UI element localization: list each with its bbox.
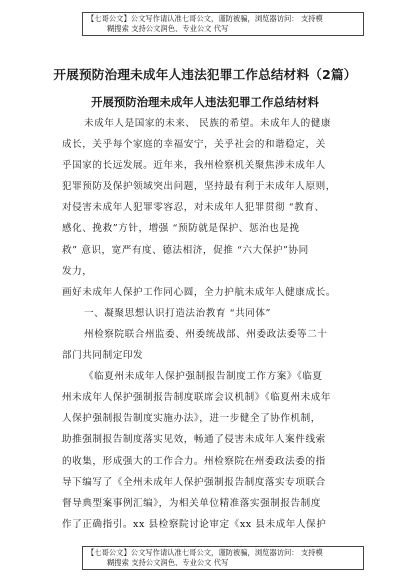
section-heading: 一、凝聚思想认识打造法治教育 “共同体” bbox=[84, 307, 271, 319]
section-title: 开展预防治理未成年人违法犯罪工作总结材料 bbox=[91, 95, 319, 109]
body-line: 乎国家的长远发展。近年来，我州检察机关聚焦涉未成年人 bbox=[62, 160, 326, 172]
footer-banner bbox=[82, 546, 364, 570]
body-line: 州未成年人保护强制报告制度联席会议机制》《临夏州未成年 bbox=[62, 392, 332, 404]
body-line: 未成年人是国家的未来、 民族的希望。未成年人的健康 bbox=[84, 118, 332, 129]
body-line: 作了正确指引。xx 县检察院讨论审定《xx 县未成年人保护 bbox=[62, 518, 327, 530]
footer-banner-line1: 【七哥公文】公文写作请认准七哥公文，谨防被骗，浏览器访问： 支持模 bbox=[87, 548, 323, 557]
body-line: 画好未成年人保护工作同心圆，全力护航未成年人健康成长。 bbox=[62, 286, 336, 298]
document-body bbox=[62, 113, 362, 535]
footer-banner-line2: 糊搜索 支持公文润色、专业公文 代写 bbox=[107, 558, 229, 567]
body-line: 犯罪预防及保护领域突出问题，坚持最有利于未成年人原则， bbox=[62, 181, 336, 193]
body-line: 督导典型案事例汇编》，为相关单位精准落实强制报告制度 bbox=[62, 497, 321, 509]
header-banner bbox=[82, 12, 364, 36]
body-line: 成长，关乎每个家庭的幸福安宁，关乎社会的和谐稳定，关 bbox=[62, 139, 326, 151]
body-line: 导下编写了《全州未成年人保护强制报告制度落实专项联合 bbox=[62, 476, 326, 488]
body-line: 对侵害未成年人犯罪零容忍，对未成年人犯罪贯彻 “教育、 bbox=[62, 202, 325, 214]
body-line: 的收集，形成强大的工作合力。州检察院在州委政法委的指 bbox=[62, 455, 326, 467]
body-line: 《临夏州未成年人保护强制报告制度工作方案》《临夏 bbox=[84, 371, 323, 383]
body-line: 人保护强制报告制度实施办法》，进一步健全了协作机制， bbox=[62, 413, 321, 425]
body-line: 助推强制报告制度落实见效，畅通了侵害未成年人案件线索 bbox=[62, 434, 326, 446]
header-banner-line2: 糊搜索 支持公文润色、专业公文 代写 bbox=[107, 24, 229, 33]
header-banner-line1: 【七哥公文】公文写作请认准七哥公文，谨防被骗，浏览器访问： 支持模 bbox=[87, 14, 323, 23]
body-line: 救” 意识，宽严有度、德法相济，促推 “六大保护”协同 bbox=[62, 244, 309, 256]
document-title: 开展预防治理未成年人违法犯罪工作总结材料（2篇） bbox=[53, 67, 357, 82]
body-line: 州检察院联合州监委、州委统战部、州委政法委等二十 bbox=[84, 328, 328, 340]
body-line: 感化、挽救”方针，增强 “预防就是保护、惩治也是挽 bbox=[62, 223, 300, 235]
body-line: 发力， bbox=[62, 265, 93, 277]
body-line: 部门共同制定印发 bbox=[62, 350, 144, 362]
